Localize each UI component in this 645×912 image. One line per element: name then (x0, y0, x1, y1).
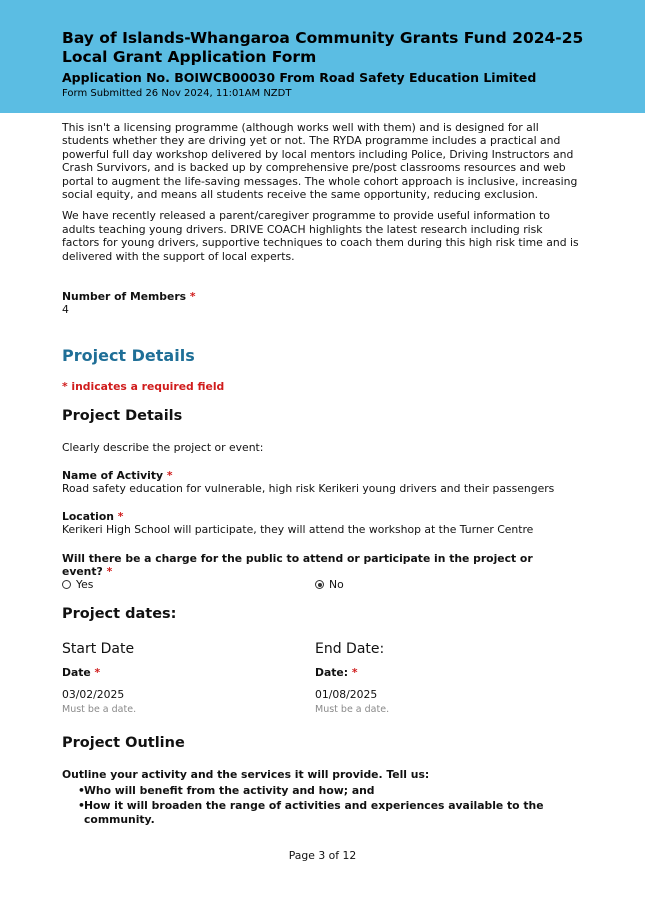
project-dates-heading: Project dates: (62, 606, 177, 622)
intro-text (62, 121, 582, 271)
required-asterisk: * (117, 510, 124, 523)
end-date-block (315, 641, 389, 715)
charge-option-no[interactable] (315, 578, 344, 591)
activity-value: Road safety education for vulnerable, high risk Kerikeri young drivers and their passengers (62, 482, 555, 495)
section-title: Project Details (62, 346, 195, 365)
members-field (62, 290, 196, 316)
required-asterisk: * (189, 290, 196, 303)
members-value: 4 (62, 303, 69, 316)
intro-paragraph-2: We have recently released a parent/caregiver programme to provide useful information to adults teaching young drivers. DRIVE COACH highlights the latest research including risk factors for young drivers, supportive techniques to coach them during this high risk time and is delivered with the support of local experts. (62, 209, 579, 263)
bullet-icon: • (78, 799, 85, 813)
end-date-value: 01/08/2025 (315, 688, 378, 701)
form-title-line1: Bay of Islands-Whangaroa Community Grants Fund 2024-25 (62, 29, 584, 47)
outline-list (62, 784, 562, 826)
list-item: • Who will benefit from the activity and how; and (78, 784, 375, 797)
describe-prompt: Clearly describe the project or event: (62, 441, 264, 454)
required-asterisk: * (106, 565, 113, 578)
activity-label: Name of Activity (62, 469, 164, 482)
form-title-line2: Local Grant Application Form (62, 48, 317, 66)
radio-selected-icon[interactable] (315, 580, 324, 589)
outline-prompt: Outline your activity and the services it will provide. Tell us: (62, 768, 430, 781)
activity-field (62, 469, 554, 495)
location-field (62, 510, 533, 536)
project-details-heading: Project Details (62, 408, 183, 424)
intro-paragraph-1: This isn't a licensing programme (although works well with them) and is designed for all students whether they are driving yet or not. The RYDA programme includes a practical and powerful full day workshop delivered by local mentors including Police, Driving Instructors and Crash Survivors, and is backed up by comprehensive pre/post classrooms resources and web portal to augment the life-saving messages. The whole cohort approach is inclusive, increasing social equity, and means all students receive the same opportunity, reducing exclusion. (62, 121, 578, 202)
bullet-icon: • (78, 784, 85, 797)
application-number: Application No. BOIWCB00030 From Road Safety Education Limited (62, 70, 537, 85)
required-asterisk: * (94, 666, 101, 679)
location-label: Location (62, 510, 114, 523)
start-date-block (62, 641, 136, 715)
start-date-value: 03/02/2025 (62, 688, 125, 701)
charge-option-yes[interactable] (62, 578, 93, 591)
radio-unselected-icon[interactable] (62, 580, 71, 589)
charge-label: Will there be a charge for the public to attend or participate in the project or event? (62, 552, 533, 578)
start-date-heading: Start Date (62, 641, 135, 657)
start-date-hint: Must be a date. (62, 704, 137, 716)
members-label: Number of Members (62, 290, 187, 303)
submitted-timestamp: Form Submitted 26 Nov 2024, 11:01AM NZDT (62, 88, 292, 99)
required-field-note: * indicates a required field (62, 380, 225, 393)
page-header (0, 0, 645, 113)
charge-option-no-label: No (329, 578, 344, 591)
required-asterisk: * (166, 469, 173, 482)
project-outline-heading: Project Outline (62, 735, 185, 751)
location-value: Kerikeri High School will participate, they will attend the workshop at the Turner Centre (62, 523, 534, 536)
end-date-hint: Must be a date. (315, 704, 390, 716)
end-date-heading: End Date: (315, 641, 385, 657)
charge-question (62, 552, 562, 578)
end-date-label: Date: (315, 666, 349, 679)
page-number: Page 3 of 12 (288, 849, 357, 862)
charge-option-yes-label: Yes (76, 578, 94, 591)
list-item: • How it will broaden the range of activities and experiences available to the community. (78, 799, 544, 826)
required-asterisk: * (351, 666, 358, 679)
start-date-label: Date (62, 666, 91, 679)
